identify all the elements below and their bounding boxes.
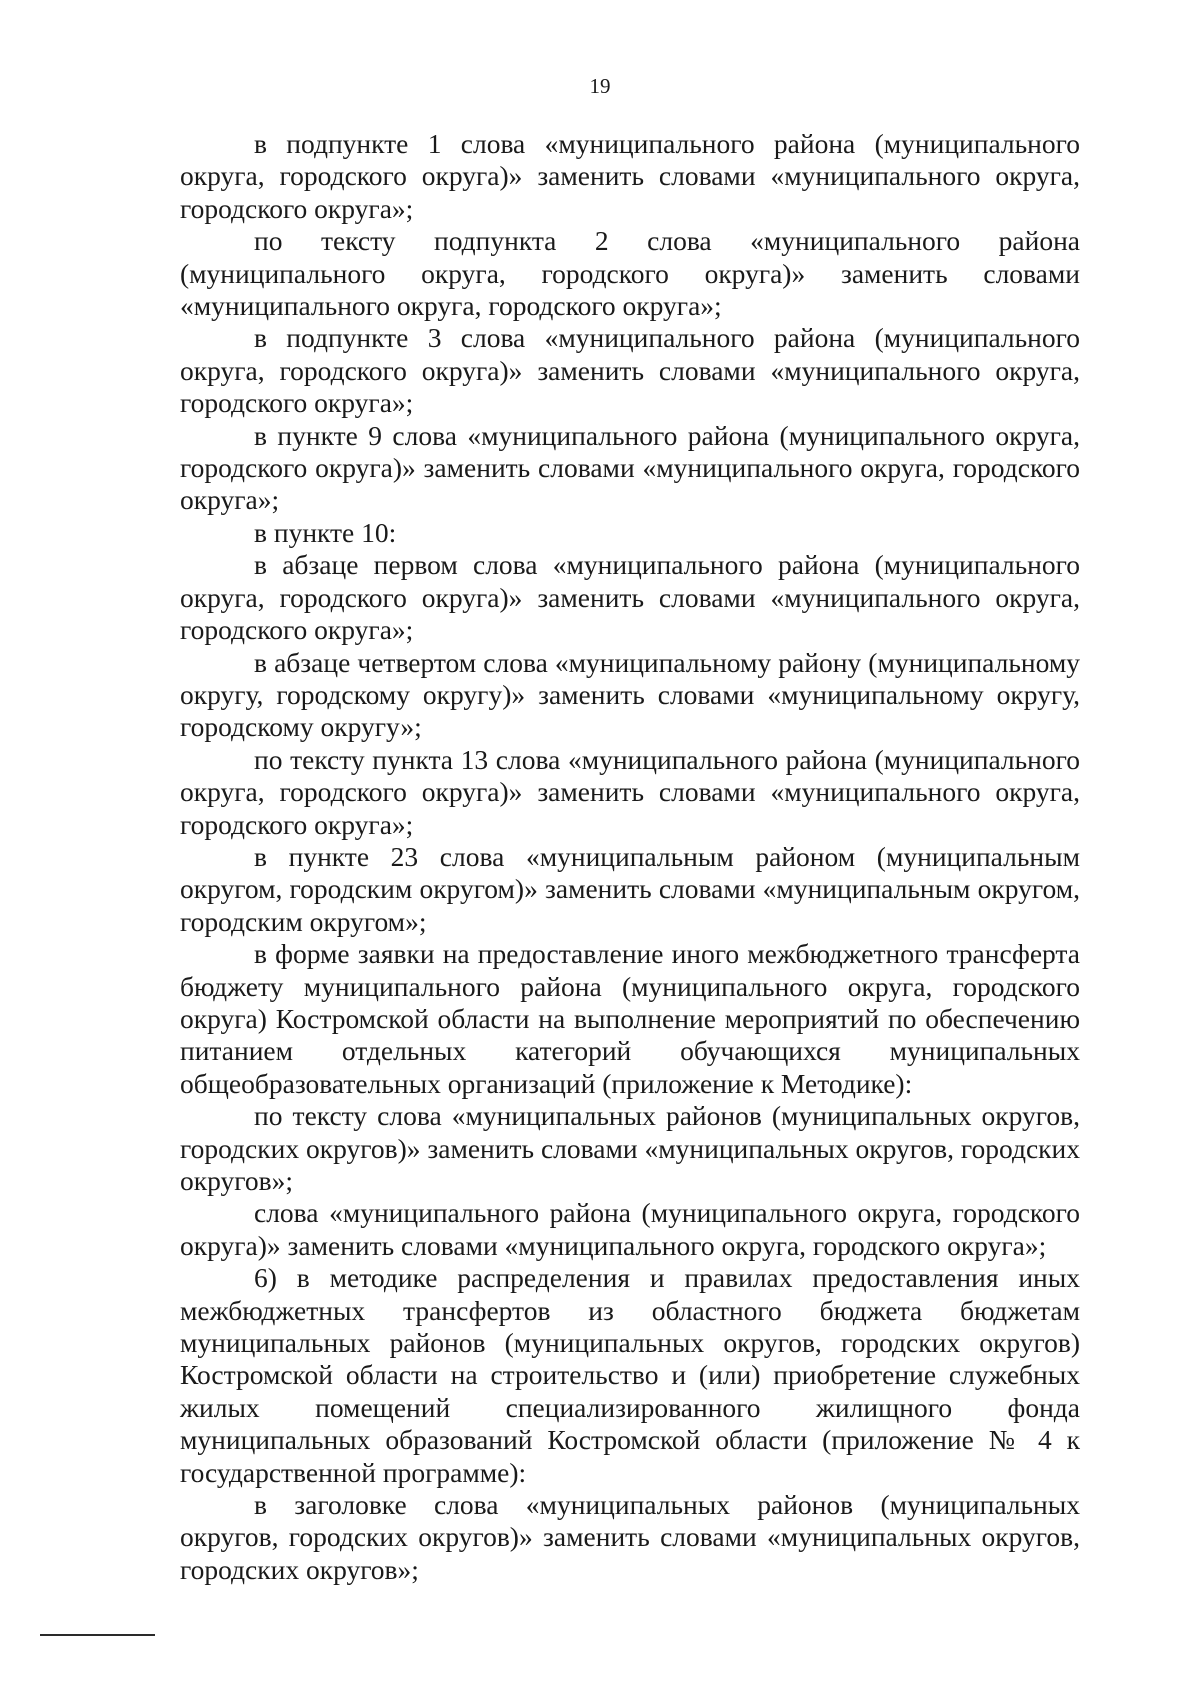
footnote-separator-line	[40, 1634, 155, 1636]
paragraph: в заголовке слова «муниципальных районов (муниципальных округов, городских округов)» заменить словами «муниципальных округов, городских округов»;	[180, 1489, 1080, 1585]
paragraph: в пункте 10:	[254, 516, 397, 548]
page-number: 19	[589, 74, 611, 98]
paragraph: в подпункте 3 слова «муниципального района (муниципального округа, городского округа)» заменить словами «муниципального округа, городского округа»;	[180, 322, 1080, 419]
paragraph: в абзаце четвертом слова «муниципальному району (муниципальному округу, городскому округу)» заменить словами «муниципальному округу, городскому округу»;	[180, 646, 1080, 743]
paragraph: слова «муниципального района (муниципального округа, городского округа)» заменить словами «муниципального округа, городского округа»;	[180, 1197, 1080, 1261]
paragraph: в подпункте 1 слова «муниципального района (муниципального округа, городского округа)» заменить словами «муниципального округа, городского округа»;	[180, 128, 1080, 224]
paragraph: по тексту слова «муниципальных районов (муниципальных округов, городских округов)» заменить словами «муниципальных округов, городских округов»;	[180, 1100, 1080, 1196]
paragraph: по тексту пункта 13 слова «муниципального района (муниципального округа, городского округа)» заменить словами «муниципального округа, городского округа»;	[180, 743, 1080, 840]
paragraph: в пункте 23 слова «муниципальным районом (муниципальным округом, городским округом)» заменить словами «муниципальным округом, городским округом»;	[180, 840, 1080, 937]
paragraph: в абзаце первом слова «муниципального района (муниципального округа, городского округа)» заменить словами «муниципального округа, городского округа»;	[180, 549, 1080, 646]
paragraph: в форме заявки на предоставление иного межбюджетного трансферта бюджету муниципального района (муниципального округа, городского округа) Костромской области на выполнение мероприятий по обеспечению питанием отдельных категорий обучающихся муниципальных общеобразовательных организаций (приложение к Методике):	[180, 938, 1080, 1099]
document-body	[180, 128, 1080, 1586]
paragraph: 6) в методике распределения и правилах предоставления иных межбюджетных трансфертов из областного бюджета бюджетам муниципальных районов (муниципальных округов, городских округов) Костромской области на строительство и (или) приобретение служебных жилых помещений специализированного жилищного фонда муниципальных образований Костромской области (приложение № 4 к государственной программе):	[180, 1262, 1080, 1488]
paragraph: в пункте 9 слова «муниципального района (муниципального округа, городского округа)» заменить словами «муниципального округа, городского округа»;	[180, 419, 1080, 516]
paragraph: по тексту подпункта 2 слова «муниципального района (муниципального округа, городского округа)» заменить словами «муниципального округа, городского округа»;	[180, 225, 1080, 322]
